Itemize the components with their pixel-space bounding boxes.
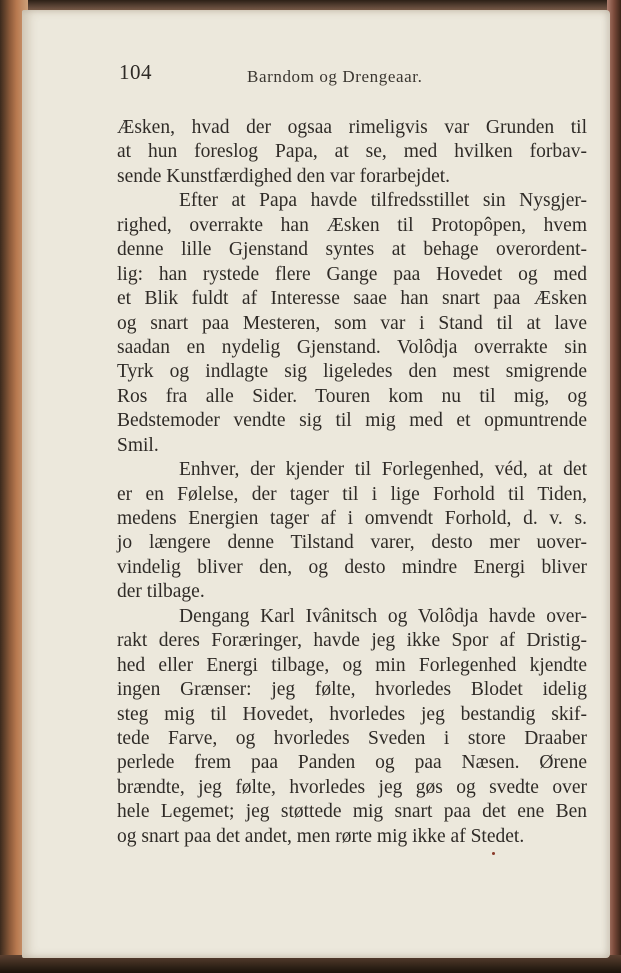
- text-line: Bedstemoder vendte sig til mig med et opmuntrende: [117, 410, 587, 432]
- text-line: sende Kunstfærdighed den var forarbejdet.: [117, 165, 451, 187]
- running-title: Barndom og Drengeaar.: [247, 67, 423, 86]
- text-line: at hun foreslog Papa, at se, med hvilken forbav-: [117, 141, 587, 163]
- text-line: tede Farve, og hvorledes Sveden i store Draaber: [117, 727, 587, 749]
- text-line: og snart paa det andet, men rørte mig ikke af Stedet.: [117, 825, 525, 847]
- page-number: 104: [119, 60, 152, 84]
- paper-speck: [492, 852, 495, 855]
- book-page: [22, 10, 610, 958]
- text-line: hele Legemet; jeg støttede mig snart paa det ene Ben: [117, 801, 587, 823]
- text-line: jo længere denne Tilstand varer, desto mer uover-: [117, 532, 587, 554]
- text-line: et Blik fuldt af Interesse saae han snart paa Æsken: [117, 288, 587, 310]
- text-line: righed, overrakte han Æsken til Protopôpen, hvem: [117, 214, 587, 236]
- text-line: er en Følelse, der tager til i lige Forhold til Tiden,: [117, 483, 587, 505]
- text-line: hed eller Energi tilbage, og min Forlegenhed kjendte: [117, 654, 587, 676]
- text-line: vindelig bliver den, og desto mindre Energi bliver: [117, 556, 587, 578]
- text-line: steg mig til Hovedet, hvorledes jeg bestandig skif-: [117, 703, 587, 725]
- text-line: brændte, jeg følte, hvorledes jeg gøs og svedte over: [117, 776, 587, 798]
- text-line: og snart paa Mesteren, som var i Stand til at lave: [117, 312, 587, 334]
- text-line: denne lille Gjenstand syntes at behage overordent-: [117, 239, 587, 261]
- page-header: [119, 60, 479, 90]
- text-line: medens Energien tager af i omvendt Forhold, d. v. s.: [117, 508, 587, 529]
- text-line: rakt deres Foræringer, havde jeg ikke Spor af Dristig-: [117, 630, 587, 652]
- text-line: der tilbage.: [117, 581, 205, 603]
- text-line: lig: han rystede flere Gange paa Hovedet og med: [117, 263, 587, 285]
- paragraph-first-line: Dengang Karl Ivânitsch og Volôdja havde over-: [179, 605, 587, 627]
- body-text: [117, 116, 587, 849]
- paragraph-first-line: Efter at Papa havde tilfredsstillet sin Nysgjer-: [179, 190, 587, 212]
- paragraph-first-line: Enhver, der kjender til Forlegenhed, véd, at det: [179, 459, 587, 481]
- text-line: Ros fra alle Sider. Touren kom nu til mig, og: [117, 385, 587, 407]
- text-line: ingen Grænser: jeg følte, hvorledes Blodet idelig: [117, 679, 587, 701]
- text-line: saadan en nydelig Gjenstand. Volôdja overrakte sin: [117, 336, 587, 358]
- text-line: Smil.: [117, 434, 159, 456]
- text-line: Tyrk og indlagte sig ligeledes den mest smigrende: [117, 361, 587, 383]
- text-line: Æsken, hvad der ogsaa rimeligvis var Grunden til: [117, 117, 587, 138]
- text-line: perlede frem paa Panden og paa Næsen. Ørene: [117, 752, 587, 774]
